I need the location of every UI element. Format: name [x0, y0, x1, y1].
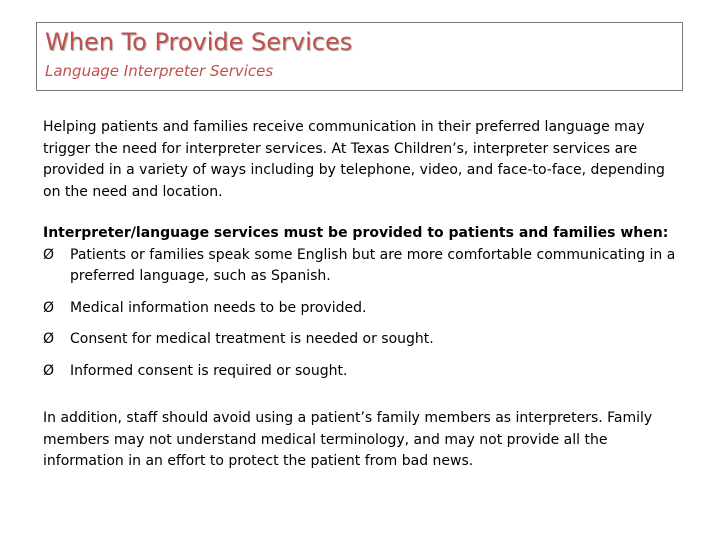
- intro-paragraph: Helping patients and families receive communication in their preferred language may trigger the need for interpreter services. At Texas Children’s, interpreter services are provided in a variety of ways including by telephone, video, and face-to-face, depending on the need and location.: [43, 119, 665, 200]
- bullet-item: [43, 361, 683, 383]
- bullet-text: Patients or families speak some English but are more comfortable communicating in a preferred language, such as Spanish.: [70, 246, 676, 284]
- bullet-list: [43, 245, 683, 383]
- bullet-item: [43, 298, 683, 320]
- arrow-bullet-icon: Ø: [43, 362, 55, 379]
- bullet-text: Consent for medical treatment is needed or sought.: [70, 331, 434, 347]
- bullet-item: [43, 329, 683, 351]
- bullet-item: [43, 245, 683, 288]
- arrow-bullet-icon: Ø: [43, 246, 55, 263]
- closing-paragraph: In addition, staff should avoid using a patient’s family members as interpreters. Family members may not understand medical terminology, and may not provide all the information in an effort to protect the patient from bad news.: [43, 410, 653, 469]
- arrow-bullet-icon: Ø: [43, 299, 55, 316]
- lead-statement: Interpreter/language services must be provided to patients and families when:: [43, 225, 669, 241]
- title-box: [36, 22, 683, 91]
- page-subtitle: Language Interpreter Services: [45, 62, 274, 80]
- arrow-bullet-icon: Ø: [43, 331, 55, 347]
- bullet-text: Medical information needs to be provided.: [70, 299, 367, 316]
- slide-content: [43, 117, 683, 473]
- page-title: When To Provide Services: [45, 28, 353, 56]
- bullet-text: Informed consent is required or sought.: [70, 362, 348, 379]
